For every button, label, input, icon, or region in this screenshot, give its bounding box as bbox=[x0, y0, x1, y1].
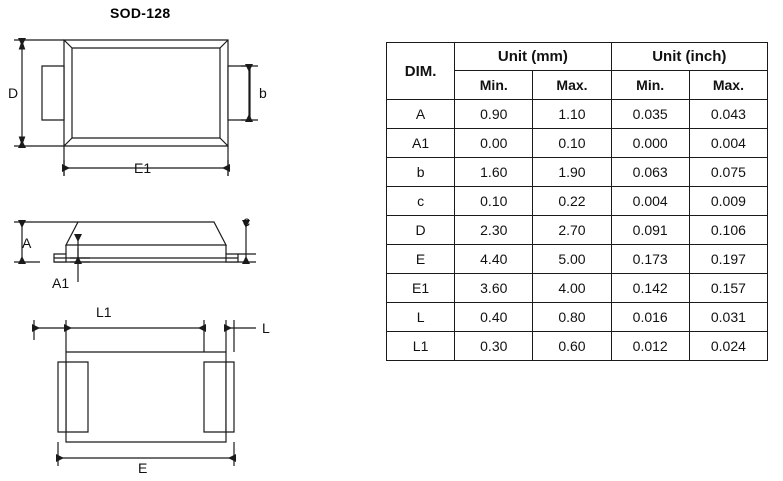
cell-mm-min: 4.40 bbox=[455, 245, 533, 274]
dimension-label-D: D bbox=[8, 85, 19, 101]
cell-inch-min: 0.012 bbox=[611, 332, 689, 361]
header-mm-min: Min. bbox=[455, 71, 533, 100]
header-dim: DIM. bbox=[387, 43, 455, 100]
dimension-table-body bbox=[387, 100, 768, 361]
header-inch-max: Max. bbox=[689, 71, 767, 100]
cell-mm-min: 1.60 bbox=[455, 158, 533, 187]
cell-mm-min: 0.40 bbox=[455, 303, 533, 332]
dimension-label-L: L bbox=[262, 320, 270, 336]
cell-inch-max: 0.157 bbox=[689, 274, 767, 303]
cell-mm-max: 5.00 bbox=[533, 245, 611, 274]
cell-inch-min: 0.063 bbox=[611, 158, 689, 187]
dimension-label-E1: E1 bbox=[134, 160, 152, 176]
header-unit-mm: Unit (mm) bbox=[455, 43, 611, 71]
header-mm-max: Max. bbox=[533, 71, 611, 100]
cell-dim: L bbox=[387, 303, 455, 332]
cell-dim: L1 bbox=[387, 332, 455, 361]
cell-mm-max: 0.10 bbox=[533, 129, 611, 158]
cell-inch-max: 0.004 bbox=[689, 129, 767, 158]
table-row bbox=[387, 245, 768, 274]
cell-inch-min: 0.035 bbox=[611, 100, 689, 129]
cell-mm-min: 0.30 bbox=[455, 332, 533, 361]
cell-mm-min: 0.90 bbox=[455, 100, 533, 129]
cell-inch-max: 0.106 bbox=[689, 216, 767, 245]
dimension-label-A1: A1 bbox=[52, 275, 70, 291]
dimension-label-L1: L1 bbox=[96, 304, 112, 320]
cell-mm-max: 0.22 bbox=[533, 187, 611, 216]
cell-dim: c bbox=[387, 187, 455, 216]
table-row bbox=[387, 129, 768, 158]
table-header-row-units bbox=[387, 43, 768, 71]
cell-inch-min: 0.000 bbox=[611, 129, 689, 158]
dimension-label-b: b bbox=[259, 85, 267, 101]
cell-mm-max: 0.60 bbox=[533, 332, 611, 361]
cell-dim: A1 bbox=[387, 129, 455, 158]
table-row bbox=[387, 303, 768, 332]
cell-inch-max: 0.009 bbox=[689, 187, 767, 216]
cell-inch-min: 0.091 bbox=[611, 216, 689, 245]
table-row bbox=[387, 158, 768, 187]
cell-inch-max: 0.197 bbox=[689, 245, 767, 274]
cell-inch-max: 0.075 bbox=[689, 158, 767, 187]
table-row bbox=[387, 274, 768, 303]
cell-mm-min: 3.60 bbox=[455, 274, 533, 303]
cell-mm-max: 2.70 bbox=[533, 216, 611, 245]
table-row bbox=[387, 332, 768, 361]
table-row bbox=[387, 100, 768, 129]
cell-dim: E1 bbox=[387, 274, 455, 303]
cell-inch-max: 0.031 bbox=[689, 303, 767, 332]
cell-mm-max: 1.10 bbox=[533, 100, 611, 129]
page-title: SOD-128 bbox=[110, 5, 171, 21]
cell-dim: D bbox=[387, 216, 455, 245]
dimension-table bbox=[386, 42, 768, 361]
header-unit-inch: Unit (inch) bbox=[611, 43, 767, 71]
cell-inch-min: 0.004 bbox=[611, 187, 689, 216]
cell-dim: E bbox=[387, 245, 455, 274]
cell-inch-max: 0.024 bbox=[689, 332, 767, 361]
cell-mm-max: 0.80 bbox=[533, 303, 611, 332]
header-inch-min: Min. bbox=[611, 71, 689, 100]
table-row bbox=[387, 216, 768, 245]
mechanical-drawing bbox=[0, 0, 370, 476]
cell-mm-min: 0.00 bbox=[455, 129, 533, 158]
dimension-label-E: E bbox=[138, 460, 148, 476]
cell-inch-min: 0.016 bbox=[611, 303, 689, 332]
cell-mm-max: 1.90 bbox=[533, 158, 611, 187]
cell-inch-max: 0.043 bbox=[689, 100, 767, 129]
table-row bbox=[387, 187, 768, 216]
cell-mm-min: 0.10 bbox=[455, 187, 533, 216]
dimension-label-c: c bbox=[243, 213, 250, 229]
cell-mm-max: 4.00 bbox=[533, 274, 611, 303]
cell-mm-min: 2.30 bbox=[455, 216, 533, 245]
cell-dim: b bbox=[387, 158, 455, 187]
cell-dim: A bbox=[387, 100, 455, 129]
dimension-label-A: A bbox=[22, 235, 32, 251]
cell-inch-min: 0.173 bbox=[611, 245, 689, 274]
dimension-table-container bbox=[386, 42, 768, 361]
cell-inch-min: 0.142 bbox=[611, 274, 689, 303]
